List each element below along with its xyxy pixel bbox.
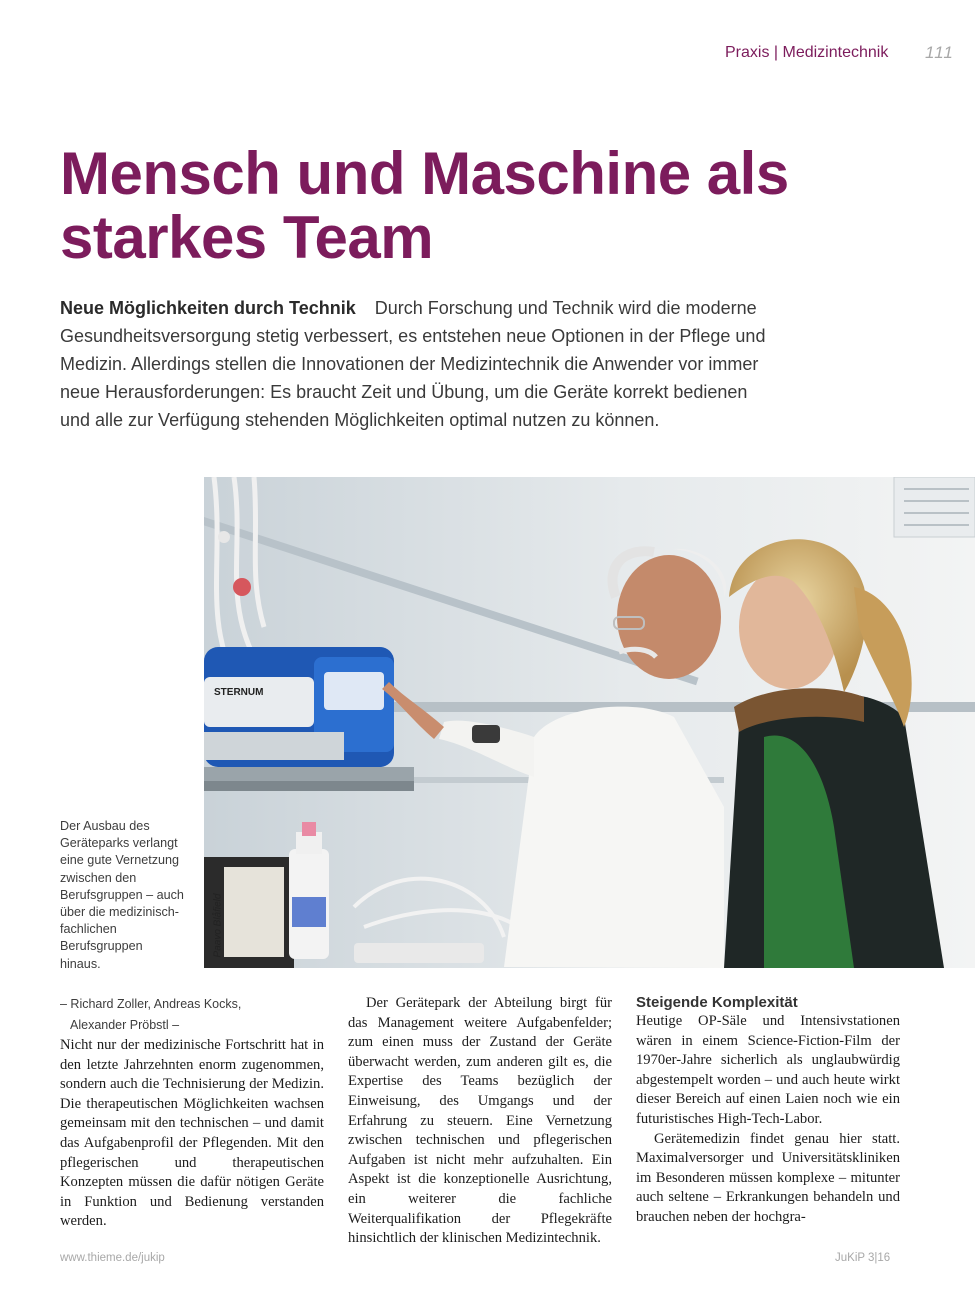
authors [60,994,324,1036]
article-title [60,142,920,270]
lead-kicker: Neue Möglichkeiten durch Technik [60,298,356,318]
article-photo [204,477,975,968]
authors-line-2: Alexander Pröbstl – [70,1018,180,1032]
device-label: STERNUM [214,687,264,698]
footer-url: www.thieme.de/jukip [60,1252,165,1264]
footer-issue: JuKiP 3|16 [835,1252,891,1264]
subheading: Steigende Komplexität [636,994,798,1011]
authors-line-1: – Richard Zoller, Andreas Kocks, [60,997,242,1011]
body-paragraph: Heutige OP-Säle und Intensivstationen wären in einem Science-Fiction-Film der 1970er-Jahre sicherlich als unglaubwürdig abgestempelt worden – und auch heute wirkt dieser Bereich auf einen Laien noch wie ein futuristisches High-Tech-Labor. [636,1013,900,1127]
photo-caption: Der Ausbau des Geräteparks verlangt eine gute Vernetzung zwischen den Berufsgruppen – auch über die medizinisch-fachlichen Berufsgruppen hinaus. [60,819,184,971]
title-line-2: starkes Team [60,204,434,271]
body-paragraph: Gerätemedizin findet genau hier statt. Maximalversorger und Universitätskliniken im Besonderen müssen komplexe – mitunter auch seltene – Erkrankungen behandeln und brauchen neben der hochgra- [636,1130,900,1225]
title-line-1: Mensch und Maschine als [60,140,789,207]
photo-credit-text: Paavo Blåfield [212,893,224,958]
lead-paragraph [60,294,780,434]
text-column-2 [348,994,612,1249]
running-header [700,43,954,66]
lead-text: Durch Forschung und Technik wird die moderne Gesundheitsversorgung stetig verbessert, es entstehen neue Optionen in der Pflege und Medizin. Allerdings stellen die Innovationen der Medizintechnik die Anwender vor immer neue Herausforderungen: Es braucht Zeit und Übung, um die Geräte korrekt bedienen und alle zur Verfügung stehenden Möglichkeiten optimal nutzen zu können. [60,298,766,430]
text-column-3 [636,994,900,1228]
text-column-1 [60,994,324,1232]
body-paragraph: Der Gerätepark der Abteilung birgt für das Management weitere Aufgabenfelder; zum einen muss der Zustand der Geräte überwacht werden, zum anderen gilt es, die Expertise des Teams bezüglich der Einweisung, des Umgangs und der Erfahrung zu steuern. Eine Vernetzung zwischen technischen und pflegerischen Aufgaben ist nicht mehr aufzuhalten. Ein Aspekt ist die konzeptionelle Ausrichtung, ein weiterer die fachliche Weiterqualifikation der Pflegekräfte hinsichtlich der klinischen Medizintechnik. [348,995,612,1247]
body-paragraph: Nicht nur der medizinische Fortschritt hat in den letzte Jahrzehnten enorm zugenommen, sondern auch die Technisierung der Medizin. Die therapeutischen Möglichkeiten wachsen gemeinsam mit den technischen – und damit das Aufgabenprofil der Pflegenden. Mit den pflegerischen und therapeutischen Konzepten müssen die dafür nötigen Geräte in Funktion und Bedienung verstanden werden. [60,1037,324,1230]
medical-device [204,647,394,767]
section-label: Praxis | Medizintechnik [725,44,889,61]
photo-credit [210,895,230,965]
page-number: 111 [925,43,954,62]
photo-illustration [204,477,975,968]
